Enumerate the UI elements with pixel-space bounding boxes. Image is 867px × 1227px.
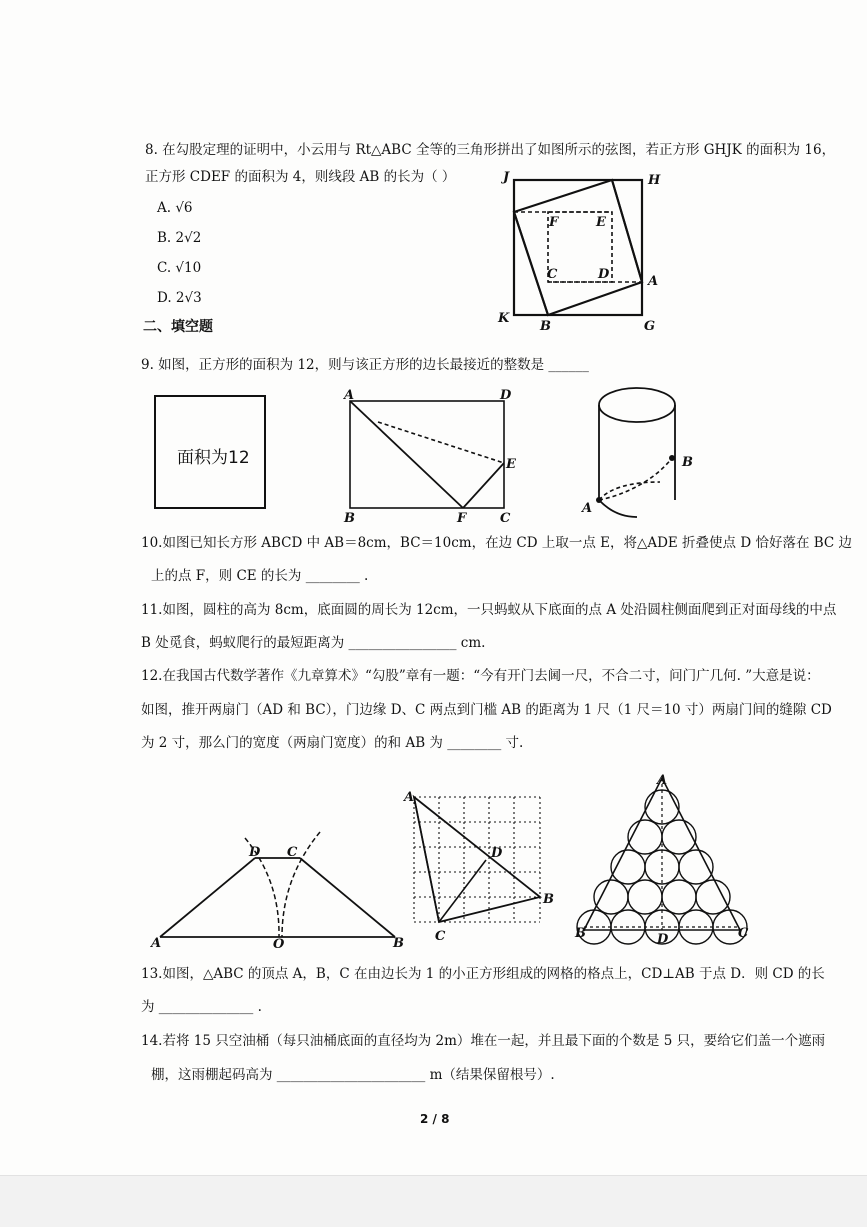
- fig13-label-a: A: [404, 790, 415, 805]
- q14-line2: 棚，这雨棚起码高为 ______________________ m（结果保留根号）.: [151, 1067, 555, 1083]
- q12-doors-figure: [145, 820, 415, 950]
- label-k: K: [498, 311, 510, 326]
- fig12-label-d: D: [249, 845, 261, 860]
- q13-line2: 为 ______________ .: [141, 999, 262, 1015]
- label-f: F: [549, 215, 559, 230]
- fig14-label-d: D: [657, 932, 669, 947]
- q13-grid-figure: [400, 785, 554, 945]
- fig10-label-f: F: [457, 511, 467, 526]
- fig10-label-c: C: [500, 511, 511, 526]
- q10-line1: 10.如图已知长方形 ABCD 中 AB＝8cm，BC＝10cm，在边 CD 上取一点 E，将△ADE 折叠使点 D 恰好落在 BC 边: [141, 535, 853, 551]
- barrel-circles: [577, 790, 747, 944]
- q8-option-d: D. 2√3: [157, 290, 202, 306]
- label-j: J: [503, 170, 510, 185]
- fig14-label-b: B: [575, 926, 586, 941]
- label-g: G: [644, 319, 656, 334]
- q12-line2: 如图，推开两扇门（AD 和 BC），门边缘 D、C 两点到门槛 AB 的距离为 1 尺（1 尺＝10 寸）两扇门间的缝隙 CD: [141, 702, 832, 718]
- q8-line1: 8. 在勾股定理的证明中，小云用与 Rt△ABC 全等的三角形拼出了如图所示的弦图，若正方形 GHJK 的面积为 16，: [145, 142, 836, 158]
- q9-square-figure: [150, 392, 275, 512]
- fig11-label-b: B: [682, 455, 693, 470]
- q8-option-a: A. √6: [157, 200, 193, 216]
- section-fill-in-heading: 二、填空题: [143, 319, 213, 335]
- label-a: A: [648, 274, 659, 289]
- q8-option-b: B. 2√2: [157, 230, 202, 246]
- q8-pythagoras-figure: [495, 165, 670, 335]
- fig12-label-o: O: [273, 937, 285, 952]
- fig10-label-e: E: [506, 457, 516, 472]
- fig10-label-a: A: [344, 388, 355, 403]
- fig13-label-c: C: [435, 929, 446, 944]
- fig10-label-b: B: [344, 511, 355, 526]
- label-b: B: [540, 319, 551, 334]
- label-d: D: [598, 267, 610, 282]
- q11-cylinder-figure: [575, 375, 700, 525]
- q12-line3: 为 2 寸，那么门的宽度（两扇门宽度）的和 AB 为 ________ 寸.: [141, 735, 524, 751]
- q12-line1: 12.在我国古代数学著作《九章算术》“勾股”章有一题：“今有开门去阃一尺，不合二寸，问门广几何. ”大意是说：: [141, 668, 820, 684]
- inner-square-abc: [514, 180, 642, 315]
- fig14-label-a: A: [657, 773, 668, 788]
- q10-rectangle-figure: [340, 385, 525, 525]
- fig13-label-b: B: [543, 892, 554, 907]
- fig10-label-d: D: [500, 388, 512, 403]
- q14-line1: 14.若将 15 只空油桶（每只油桶底面的直径均为 2m）堆在一起，并且最下面的个数是 5 只，要给它们盖一个遮雨: [141, 1033, 826, 1049]
- q13-line1: 13.如图，△ABC 的顶点 A，B，C 在由边长为 1 的小正方形组成的网格的格点上，CD⊥AB 于点 D．则 CD 的长: [141, 966, 825, 982]
- bottom-margin: [0, 1175, 867, 1227]
- fig12-label-b: B: [393, 936, 404, 951]
- q8-option-c: C. √10: [157, 260, 202, 276]
- q10-line2: 上的点 F，则 CE 的长为 ________ .: [151, 568, 369, 584]
- fig14-label-c: C: [738, 926, 749, 941]
- fig12-label-a: A: [151, 936, 162, 951]
- q11-line1: 11.如图，圆柱的高为 8cm，底面圆的周长为 12cm，一只蚂蚁从下底面的点 A 处沿圆柱侧面爬到正对面母线的中点: [141, 602, 837, 618]
- fig12-label-c: C: [287, 845, 298, 860]
- label-e: E: [596, 215, 606, 230]
- page-number: 2 / 8: [420, 1112, 450, 1126]
- q14-barrels-figure: [570, 760, 760, 950]
- q9-area-label: 面积为12: [177, 448, 250, 468]
- outer-square-ghjk: [514, 180, 642, 315]
- q8-line2: 正方形 CDEF 的面积为 4，则线段 AB 的长为（ ）: [145, 169, 456, 185]
- fig11-label-a: A: [582, 501, 593, 516]
- q11-line2: B 处觅食，蚂蚁爬行的最短距离为 ________________ cm.: [141, 635, 486, 651]
- fig13-label-d: D: [491, 846, 503, 861]
- q9-text: 9. 如图，正方形的面积为 12，则与该正方形的边长最接近的整数是 ______: [141, 357, 589, 373]
- label-h: H: [648, 173, 661, 188]
- label-c: C: [547, 267, 558, 282]
